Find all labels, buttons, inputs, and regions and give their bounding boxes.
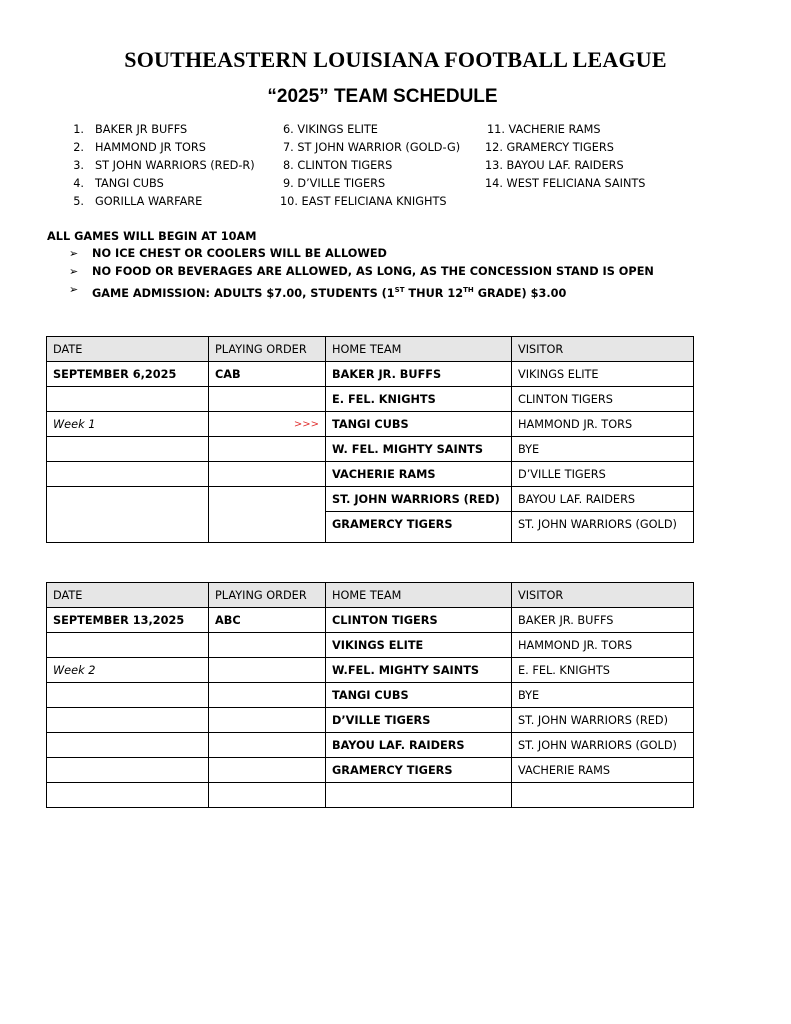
visitor-team: D’VILLE TIGERS: [512, 462, 694, 487]
game-rules: [47, 228, 654, 303]
table-header-row: [47, 583, 694, 608]
visitor-team: ST. JOHN WARRIORS (GOLD): [512, 733, 694, 758]
header-playing-order: PLAYING ORDER: [209, 337, 326, 362]
home-team: GRAMERCY TIGERS: [326, 758, 512, 783]
table-row: [47, 462, 694, 487]
team-list-item: 12. GRAMERCY TIGERS: [485, 141, 614, 154]
visitor-team: BYE: [512, 683, 694, 708]
table-row: [47, 608, 694, 633]
visitor-team: BYE: [512, 437, 694, 462]
table-row: [47, 387, 694, 412]
playing-order: CAB: [209, 362, 326, 387]
visitor-team: ST. JOHN WARRIORS (RED): [512, 708, 694, 733]
home-team: VACHERIE RAMS: [326, 462, 512, 487]
home-team: BAYOU LAF. RAIDERS: [326, 733, 512, 758]
home-team: ST. JOHN WARRIORS (RED): [326, 487, 512, 512]
week-label: Week 2: [47, 658, 209, 683]
home-team: TANGI CUBS: [326, 412, 512, 437]
table-header-row: [47, 337, 694, 362]
arrowhead-bullet-icon: ➢: [69, 283, 79, 296]
visitor-team: VIKINGS ELITE: [512, 362, 694, 387]
header-home-team: HOME TEAM: [326, 337, 512, 362]
home-team: VIKINGS ELITE: [326, 633, 512, 658]
home-team: BAKER JR. BUFFS: [326, 362, 512, 387]
week2-schedule-table: [46, 582, 694, 808]
table-row: [47, 733, 694, 758]
header-visitor: VISITOR: [512, 583, 694, 608]
visitor-team: BAYOU LAF. RAIDERS: [512, 487, 694, 512]
header-home-team: HOME TEAM: [326, 583, 512, 608]
home-team: W.FEL. MIGHTY SAINTS: [326, 658, 512, 683]
week-label: Week 1: [47, 412, 209, 437]
team-list-item: 6. VIKINGS ELITE: [283, 123, 378, 136]
table-row: [47, 362, 694, 387]
header-playing-order: PLAYING ORDER: [209, 583, 326, 608]
arrowhead-bullet-icon: ➢: [69, 265, 79, 278]
rule-item: ➢ NO FOOD OR BEVERAGES ARE ALLOWED, AS LONG, AS THE CONCESSION STAND IS OPEN: [47, 263, 654, 281]
rule-item: ➢ NO ICE CHEST OR COOLERS WILL BE ALLOWED: [47, 245, 654, 263]
week1-schedule-table: [46, 336, 694, 543]
table-row: [47, 783, 694, 808]
team-list-item: 8. CLINTON TIGERS: [283, 159, 393, 172]
visitor-team: HAMMOND JR. TORS: [512, 633, 694, 658]
home-team: CLINTON TIGERS: [326, 608, 512, 633]
table-row: [47, 708, 694, 733]
visitor-team: VACHERIE RAMS: [512, 758, 694, 783]
team-list-item: 10. EAST FELICIANA KNIGHTS: [280, 195, 447, 208]
table-row: [47, 437, 694, 462]
schedule-subtitle: “2025” TEAM SCHEDULE: [267, 86, 498, 107]
arrowhead-bullet-icon: ➢: [69, 247, 79, 260]
header-date: DATE: [47, 583, 209, 608]
table-row: [47, 683, 694, 708]
playing-order: ABC: [209, 608, 326, 633]
home-team: E. FEL. KNIGHTS: [326, 387, 512, 412]
visitor-team: CLINTON TIGERS: [512, 387, 694, 412]
visitor-team: BAKER JR. BUFFS: [512, 608, 694, 633]
game-date: SEPTEMBER 13,2025: [47, 608, 209, 633]
game-date: SEPTEMBER 6,2025: [47, 362, 209, 387]
header-visitor: VISITOR: [512, 337, 694, 362]
table-row: [47, 487, 694, 512]
table-row: [47, 758, 694, 783]
visitor-team: ST. JOHN WARRIORS (GOLD): [512, 512, 694, 543]
table-row: [47, 633, 694, 658]
team-list-item: 9. D’VILLE TIGERS: [283, 177, 386, 190]
visitor-team: E. FEL. KNIGHTS: [512, 658, 694, 683]
table-row: [47, 658, 694, 683]
team-list-item: 11. VACHERIE RAMS: [487, 123, 601, 136]
visitor-team: HAMMOND JR. TORS: [512, 412, 694, 437]
team-list-item: 7. ST JOHN WARRIOR (GOLD-G): [283, 141, 461, 154]
row-marker: >>>: [209, 412, 326, 437]
team-list: 1. BAKER JR BUFFS 2. HAMMOND JR TORS 3. ST JOHN WARRIORS (RED-R) 4. TANGI CUBS 5. GORILLA WARFARE 6. VIKINGS ELITE 7. ST JOHN WARRIOR (GOLD-G) 8. CLINTON TIGERS 9. D’VILLE TIGERS 10. EAST FELICIANA KNIGHTS 11. VACHERIE RAMS 12. GRAMERCY TIGERS 13. BAYOU LAF. RAIDERS 14. WEST FELICIANA SAINTS: [73, 123, 646, 208]
start-time-note: ALL GAMES WILL BEGIN AT 10AM: [47, 230, 257, 243]
header-date: DATE: [47, 337, 209, 362]
table-row: [47, 412, 694, 437]
home-team: GRAMERCY TIGERS: [326, 512, 512, 543]
team-list-item: 13. BAYOU LAF. RAIDERS: [485, 159, 624, 172]
home-team: D’VILLE TIGERS: [326, 708, 512, 733]
home-team: TANGI CUBS: [326, 683, 512, 708]
league-title: SOUTHEASTERN LOUISIANA FOOTBALL LEAGUE: [124, 47, 667, 72]
team-list-item: 14. WEST FELICIANA SAINTS: [485, 177, 646, 190]
rule-item: ➢ GAME ADMISSION: ADULTS $7.00, STUDENTS (1ST THUR 12TH GRADE) $3.00: [69, 283, 567, 300]
home-team: W. FEL. MIGHTY SAINTS: [326, 437, 512, 462]
